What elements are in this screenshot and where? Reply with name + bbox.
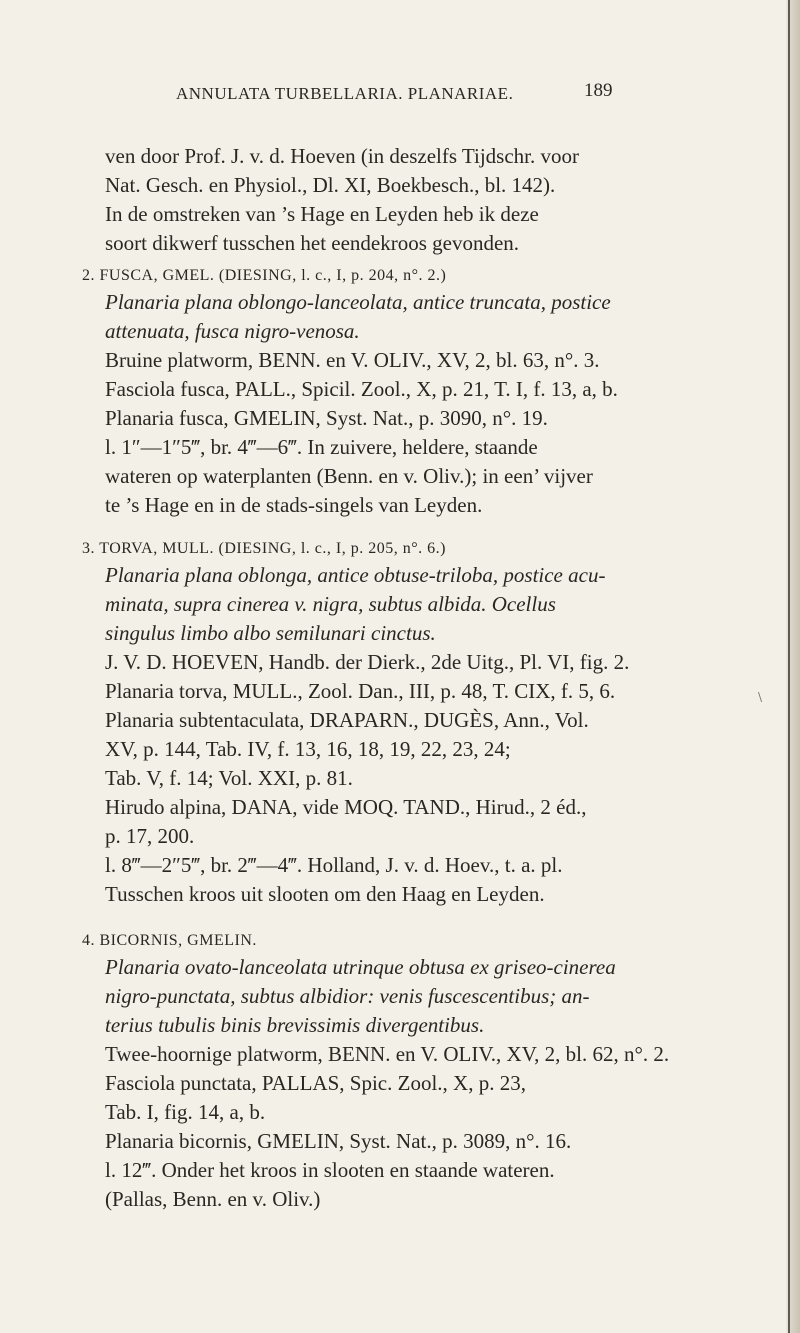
text-line: wateren op waterplanten (Benn. en v. Oliv.); in een’ vijver (105, 464, 593, 488)
text-line: Fasciola fusca, PALL., Spicil. Zool., X, p. 21, T. I, f. 13, a, b. (105, 377, 618, 401)
text-line: Planaria subtentaculata, DRAPARN., DUGÈS, Ann., Vol. (105, 708, 589, 732)
text-line: Planaria fusca, GMELIN, Syst. Nat., p. 3090, n°. 19. (105, 406, 548, 430)
text-line: Tab. I, fig. 14, a, b. (105, 1100, 266, 1124)
text-line: Planaria torva, MULL., Zool. Dan., III, p. 48, T. CIX, f. 5, 6. (105, 679, 616, 703)
species-heading: 2. FUSCA, GMEL. (DIESING, l. c., I, p. 204, n°. 2.) (82, 267, 447, 284)
running-header: ANNULATA TURBELLARIA. PLANARIAE. (176, 84, 514, 103)
text-line: nigro-punctata, subtus albidior: venis fuscescentibus; an- (105, 984, 590, 1008)
stray-mark: \ (758, 690, 763, 704)
page-number: 189 (584, 80, 613, 101)
text-line: In de omstreken van ’s Hage en Leyden heb ik deze (105, 202, 539, 226)
text-line: Tusschen kroos uit slooten om den Haag en Leyden. (105, 882, 545, 906)
text-line: l. 8‴—2″5‴, br. 2‴—4‴. Holland, J. v. d. Hoev., t. a. pl. (105, 853, 563, 877)
text-line: Tab. V, f. 14; Vol. XXI, p. 81. (105, 766, 353, 790)
text-line: terius tubulis binis brevissimis divergentibus. (105, 1013, 485, 1037)
text-line: Nat. Gesch. en Physiol., Dl. XI, Boekbesch., bl. 142). (105, 173, 556, 197)
text-line: soort dikwerf tusschen het eendekroos gevonden. (105, 231, 520, 255)
text-line: Planaria plana oblonga, antice obtuse-triloba, postice acu- (105, 563, 606, 587)
text-line: Planaria bicornis, GMELIN, Syst. Nat., p. 3089, n°. 16. (105, 1129, 572, 1153)
text-line: J. V. D. HOEVEN, Handb. der Dierk., 2de Uitg., Pl. VI, fig. 2. (105, 650, 630, 674)
binding-line (788, 0, 790, 1333)
species-heading: 3. TORVA, MULL. (DIESING, l. c., I, p. 205, n°. 6.) (82, 540, 446, 557)
text-line: p. 17, 200. (105, 824, 195, 848)
text-line: XV, p. 144, Tab. IV, f. 13, 16, 18, 19, 22, 23, 24; (105, 737, 511, 761)
text-line: Planaria plana oblongo-lanceolata, antice truncata, postice (105, 290, 611, 314)
text-line: te ’s Hage en in de stads-singels van Leyden. (105, 493, 483, 517)
text-line: (Pallas, Benn. en v. Oliv.) (105, 1187, 321, 1211)
text-line: Hirudo alpina, DANA, vide MOQ. TAND., Hirud., 2 éd., (105, 795, 587, 819)
text-line: Fasciola punctata, PALLAS, Spic. Zool., X, p. 23, (105, 1071, 526, 1095)
text-line: ven door Prof. J. v. d. Hoeven (in deszelfs Tijdschr. voor (105, 144, 580, 168)
text-line: Bruine platworm, BENN. en V. OLIV., XV, 2, bl. 63, n°. 3. (105, 348, 600, 372)
text-line: attenuata, fusca nigro-venosa. (105, 319, 360, 343)
text-line: l. 1″—1″5‴, br. 4‴—6‴. In zuivere, heldere, staande (105, 435, 538, 459)
text-line: l. 12‴. Onder het kroos in slooten en staande wateren. (105, 1158, 555, 1182)
text-line: Planaria ovato-lanceolata utrinque obtusa ex griseo-cinerea (105, 955, 616, 979)
text-line: minata, supra cinerea v. nigra, subtus albida. Ocellus (105, 592, 556, 616)
text-line: Twee-hoornige platworm, BENN. en V. OLIV., XV, 2, bl. 62, n°. 2. (105, 1042, 670, 1066)
species-heading: 4. BICORNIS, GMELIN. (82, 932, 257, 949)
text-line: singulus limbo albo semilunari cinctus. (105, 621, 436, 645)
